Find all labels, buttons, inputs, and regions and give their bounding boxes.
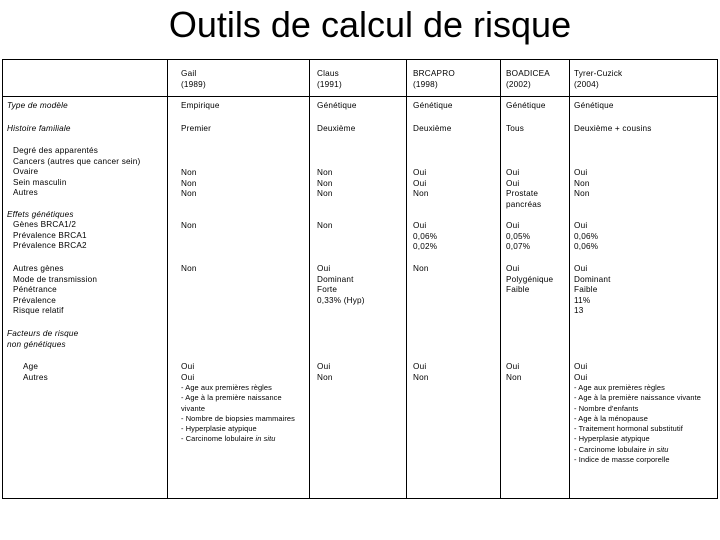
table-cell: Oui Non: [413, 362, 429, 382]
column-divider: [500, 60, 501, 498]
row-label-effets-genetiques: Effets génétiques: [7, 210, 74, 219]
header-boadicea: BOADICEA (2002): [506, 69, 550, 89]
table-cell: Deuxième: [413, 124, 452, 133]
table-cell: Non: [317, 221, 333, 230]
table-cell: Non: [181, 221, 197, 230]
table-cell: Oui Polygénique Faible: [506, 264, 554, 295]
row-label-histoire-familiale: Histoire familiale: [7, 124, 71, 133]
table-cell: Deuxième: [317, 124, 356, 133]
table-cell: Génétique: [413, 101, 453, 110]
header-brcapro: BRCAPRO (1998): [413, 69, 455, 89]
row-label-degre: Degré des apparentés Cancers (autres que cancer sein) Ovaire Sein masculin Autres: [13, 146, 141, 198]
table-cell: Non Non Non: [317, 168, 333, 199]
column-divider: [569, 60, 570, 498]
column-divider: [309, 60, 310, 498]
row-label-genes-brca: Gènes BRCA1/2 Prévalence BRCA1 Prévalence BRCA2: [13, 220, 87, 251]
table-cell: Tous: [506, 124, 525, 133]
tyrer-factor-list: - Age aux premières règles - Age à la première naissance vivante - Nombre d'enfants - Age à la ménopause - Traitement hormonal substitutif - Hyperplasie atypique - Carcinome lobulaire in situ - Indice de masse corporelle: [574, 383, 701, 465]
table-cell: Oui Dominant Faible 11% 13: [574, 264, 611, 316]
header-divider: [3, 96, 717, 97]
table-cell: Non Non Non: [181, 168, 197, 199]
header-claus: Claus (1991): [317, 69, 342, 89]
column-divider: [406, 60, 407, 498]
table-cell: Génétique: [506, 101, 546, 110]
table-cell: Oui Oui: [181, 362, 195, 382]
row-label-facteurs: Facteurs de risque non génétiques: [7, 329, 79, 349]
column-divider: [167, 60, 168, 498]
table-cell: Oui Non Non: [574, 168, 590, 199]
table-cell: Oui 0,05% 0,07%: [506, 221, 531, 252]
header-gail: Gail (1989): [181, 69, 206, 89]
table-cell: Non: [413, 264, 429, 273]
table-cell: Oui Oui Prostate pancréas: [506, 168, 542, 209]
table-cell: Oui Non: [506, 362, 522, 382]
row-label-age-autres: Age Autres: [23, 362, 48, 382]
table-cell: Oui Oui: [574, 362, 588, 382]
row-label-autres-genes: Autres gènes Mode de transmission Pénétrance Prévalence Risque relatif: [13, 264, 98, 316]
table-cell: Deuxième + cousins: [574, 124, 652, 133]
table-cell: Oui 0,06% 0,02%: [413, 221, 438, 252]
page-title: Outils de calcul de risque: [168, 4, 572, 45]
table-cell: Empirique: [181, 101, 220, 110]
table-cell: Oui Oui Non: [413, 168, 429, 199]
table-cell: Non: [181, 264, 197, 273]
table-cell: Oui Non: [317, 362, 333, 382]
table-cell: Génétique: [574, 101, 614, 110]
table-cell: Premier: [181, 124, 212, 133]
risk-tools-table: [2, 59, 718, 499]
table-cell: Génétique: [317, 101, 357, 110]
table-cell: Oui Dominant Forte 0,33% (Hyp): [317, 264, 365, 305]
gail-factor-list: - Age aux premières règles - Age à la première naissance vivante - Nombre de biopsies mammaires - Hyperplasie atypique - Carcinome lobulaire in situ: [181, 383, 295, 444]
row-label-type-modele: Type de modèle: [7, 101, 68, 110]
table-cell: Oui 0,06% 0,06%: [574, 221, 599, 252]
header-tyrer-cuzick: Tyrer-Cuzick (2004): [574, 69, 623, 89]
